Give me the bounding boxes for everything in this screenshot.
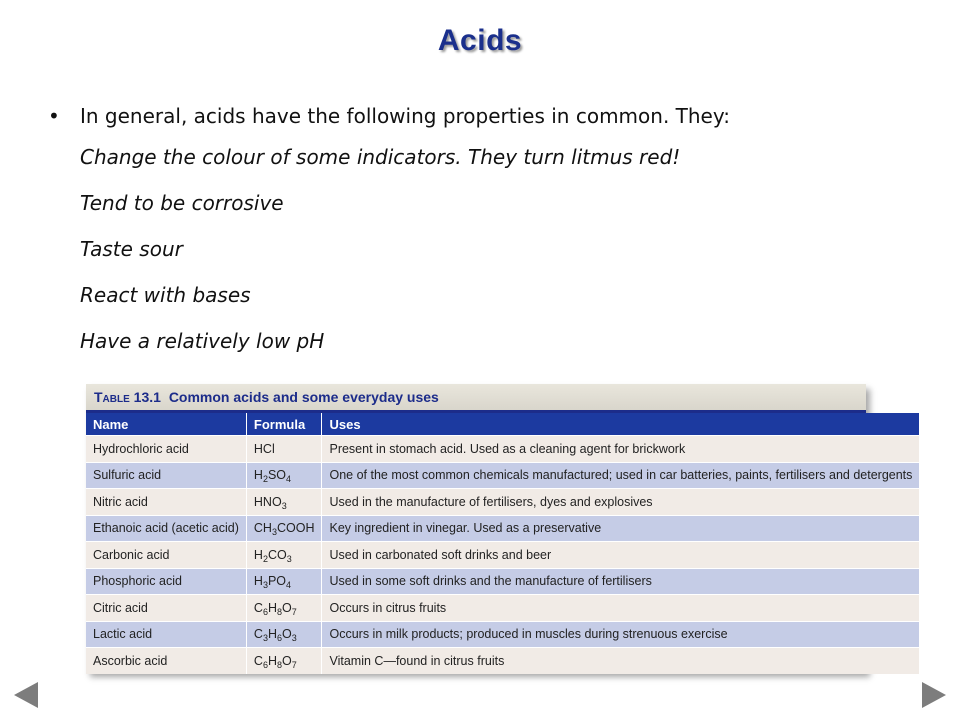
slide-title: Acids (437, 24, 523, 57)
table-cell-name: Citric acid (86, 595, 246, 622)
table-cell-name: Ethanoic acid (acetic acid) (86, 515, 246, 542)
table-cell-uses: One of the most common chemicals manufactured; used in car batteries, paints, fertilisers and detergents (322, 462, 920, 489)
table-cell-uses: Used in the manufacture of fertilisers, dyes and explosives (322, 489, 920, 516)
table-cell-uses: Used in some soft drinks and the manufacture of fertilisers (322, 568, 920, 595)
table-row (86, 436, 920, 463)
next-slide-icon[interactable] (922, 682, 946, 708)
slide-content (44, 104, 924, 376)
acids-table-figure (86, 384, 913, 672)
table-cell-formula: $HNO_3$ (246, 489, 322, 516)
table-cell-name: Carbonic acid (86, 542, 246, 569)
table-cell-formula: $C_6H_8O_7$ (246, 595, 322, 622)
table-cell-name: Ascorbic acid (86, 648, 246, 674)
table-cell-uses: Vitamin C—found in citrus fruits (322, 648, 920, 674)
acids-table (86, 413, 920, 674)
table-body (86, 436, 920, 674)
bullet-icon: • (48, 104, 60, 128)
table-row (86, 462, 920, 489)
bullet-text: In general, acids have the following properties in common. They: (80, 104, 730, 128)
table-cell-uses: Used in carbonated soft drinks and beer (322, 542, 920, 569)
table-header-row (86, 413, 920, 436)
table-cell-uses: Present in stomach acid. Used as a cleaning agent for brickwork (322, 436, 920, 463)
table-row (86, 595, 920, 622)
table-caption-text: Common acids and some everyday uses (168, 389, 439, 405)
table-cell-name: Phosphoric acid (86, 568, 246, 595)
table-cell-formula: $H_3PO_4$ (246, 568, 322, 595)
property-item: Change the colour of some indicators. They turn litmus red! (80, 145, 681, 169)
table-cell-uses: Occurs in milk products; produced in muscles during strenuous exercise (322, 621, 920, 648)
property-item: Taste sour (80, 237, 183, 261)
table-cell-formula: $C_6H_8O_7$ (246, 648, 322, 674)
table-cell-name: Sulfuric acid (86, 462, 246, 489)
table-row (86, 489, 920, 516)
column-header-uses: Uses (322, 413, 920, 436)
table-cell-formula: $H_2CO_3$ (246, 542, 322, 569)
property-item: Have a relatively low pH (80, 329, 325, 353)
table-cell-name: Hydrochloric acid (86, 436, 246, 463)
table-cell-uses: Key ingredient in vinegar. Used as a preservative (322, 515, 920, 542)
bullet-point (44, 104, 924, 146)
table-row (86, 568, 920, 595)
property-item: React with bases (80, 283, 251, 307)
table-row (86, 648, 920, 674)
table-cell-name: Lactic acid (86, 621, 246, 648)
table-caption-label: Table 13.1 (94, 389, 161, 405)
column-header-formula: Formula (246, 413, 322, 436)
table-cell-formula: $H_2SO_4$ (246, 462, 322, 489)
table-cell-uses: Occurs in citrus fruits (322, 595, 920, 622)
previous-slide-icon[interactable] (14, 682, 38, 708)
table-row (86, 621, 920, 648)
table-cell-formula: $CH_3COOH$ (246, 515, 322, 542)
table-row (86, 515, 920, 542)
table-cell-formula: HCl (246, 436, 322, 463)
table-caption (86, 384, 866, 413)
table-row (86, 542, 920, 569)
property-item: Tend to be corrosive (80, 191, 284, 215)
table-cell-name: Nitric acid (86, 489, 246, 516)
table-cell-formula: $C_3H_6O_3$ (246, 621, 322, 648)
column-header-name: Name (86, 413, 246, 436)
